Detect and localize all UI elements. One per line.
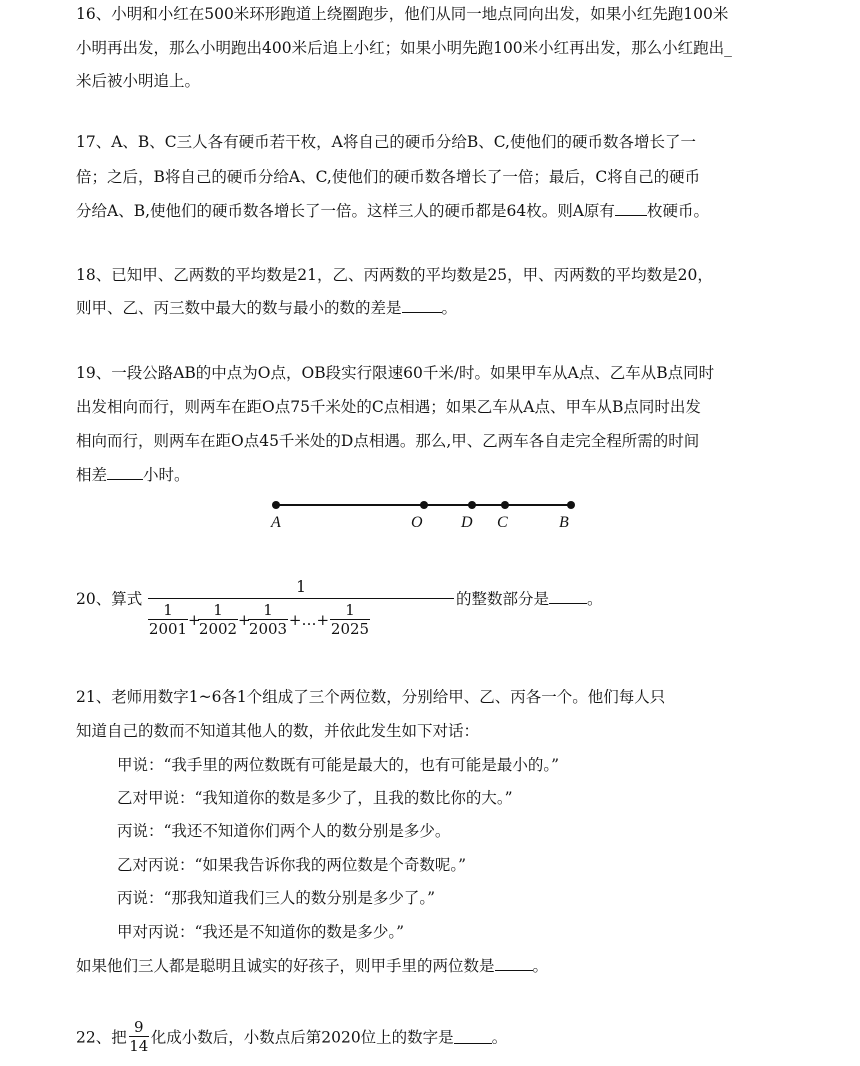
number-line-diagram bbox=[260, 494, 590, 534]
point-o-dot bbox=[420, 501, 428, 509]
point-b-label: B bbox=[559, 514, 569, 531]
answer-blank bbox=[615, 201, 647, 216]
answer-blank bbox=[107, 465, 143, 480]
point-a-dot bbox=[272, 501, 280, 509]
fraction-numerator: 1 bbox=[213, 601, 223, 619]
point-b-dot bbox=[567, 501, 575, 509]
q21-line-1: 21、老师用数字1~6各1个组成了三个两位数，分别给甲、乙、丙各一个。他们每人只 bbox=[76, 688, 666, 706]
q21-text-a: 如果他们三人都是聪明且诚实的好孩子，则甲手里的两位数是 bbox=[76, 957, 495, 975]
q19-line-1: 19、一段公路AB的中点为O点，OB段实行限速60千米/时。如果甲车从A点、乙车从B点同时 bbox=[76, 364, 715, 382]
q22-text-a: 化成小数后，小数点后第2020位上的数字是 bbox=[150, 1028, 454, 1047]
q18-text-b: 。 bbox=[441, 299, 458, 317]
fraction-numerator: 1 bbox=[163, 601, 173, 619]
compound-numerator: 1 bbox=[296, 578, 306, 596]
fraction-denominator: 2025 bbox=[330, 620, 370, 638]
q22-lead: 22、把 bbox=[76, 1028, 127, 1047]
q20-tail bbox=[456, 587, 603, 609]
q20-lead: 20、算式 bbox=[76, 590, 143, 608]
unit-fraction bbox=[248, 601, 288, 638]
fraction-denominator: 2001 bbox=[148, 620, 188, 638]
fraction-denominator: 2003 bbox=[248, 620, 288, 638]
answer-blank bbox=[549, 589, 587, 604]
q21-line-3 bbox=[76, 956, 548, 976]
q18-text-a: 则甲、乙、丙三数中最大的数与最小的数的差是 bbox=[76, 299, 402, 317]
q18-line-2 bbox=[76, 298, 457, 318]
q21-dialogue-5: 丙说：“那我知道我们三人的数分别是多少了。” bbox=[117, 889, 436, 907]
point-a-label: A bbox=[271, 514, 281, 531]
q19-text-a: 相差 bbox=[76, 466, 108, 484]
fraction-bar bbox=[148, 598, 454, 599]
fraction-9-14 bbox=[129, 1018, 149, 1055]
point-o-label: O bbox=[411, 514, 423, 531]
unit-fraction bbox=[330, 601, 370, 638]
q19-line-3: 相向而行，则两车在距O点45千米处的D点相遇。那么,甲、乙两车各自走完全程所需的时间 bbox=[76, 432, 700, 450]
q17-line-3 bbox=[76, 201, 709, 221]
q18-line-1: 18、已知甲、乙两数的平均数是21，乙、丙两数的平均数是25，甲、丙两数的平均数是20， bbox=[76, 266, 713, 284]
q19-line-4 bbox=[76, 465, 190, 485]
q22-text-b: 。 bbox=[491, 1028, 508, 1047]
q21-dialogue-4: 乙对丙说：“如果我告诉你我的两位数是个奇数呢。” bbox=[117, 856, 467, 874]
point-d-label: D bbox=[461, 514, 473, 531]
point-c-label: C bbox=[497, 514, 508, 531]
q21-dialogue-6: 甲对丙说：“我还是不知道你的数是多少。” bbox=[117, 923, 405, 941]
point-c-dot bbox=[501, 501, 509, 509]
q20-text-a: 的整数部分是 bbox=[456, 590, 550, 608]
q19-line-2: 出发相向而行，则两车在距O点75千米处的C点相遇；如果乙车从A点、甲车从B点同时出发 bbox=[76, 398, 701, 416]
q17-line-2: 倍；之后，B将自己的硬币分给A、C,使他们的硬币数各增长了一倍；最后，C将自己的硬币 bbox=[76, 168, 701, 186]
plus-sign: + bbox=[238, 610, 251, 629]
q16-line-1: 16、小明和小红在500米环形跑道上绕圈跑步，他们从同一地点同向出发，如果小红先跑100米 bbox=[76, 5, 729, 23]
q16-line-2: 小明再出发，那么小明跑出400米后追上小红；如果小明先跑100米小红再出发，那么小红跑出_ bbox=[76, 39, 732, 57]
q21-line-2: 知道自己的数而不知道其他人的数，并依此发生如下对话： bbox=[76, 722, 480, 740]
unit-fraction bbox=[198, 601, 238, 638]
q21-dialogue-3: 丙说：“我还不知道你们两个人的数分别是多少。 bbox=[117, 822, 451, 840]
q20-text-b: 。 bbox=[587, 590, 603, 608]
q21-dialogue-1: 甲说：“我手里的两位数既有可能是最大的，也有可能是最小的。” bbox=[117, 756, 560, 774]
fraction-numerator: 1 bbox=[345, 601, 355, 619]
fraction-denominator: 2002 bbox=[198, 620, 238, 638]
q16-line-3: 米后被小明追上。 bbox=[76, 72, 201, 90]
ellipsis-sum: +…+ bbox=[288, 610, 330, 629]
point-d-dot bbox=[468, 501, 476, 509]
unit-fraction bbox=[148, 601, 188, 638]
q21-text-b: 。 bbox=[532, 957, 549, 975]
answer-blank bbox=[454, 1029, 492, 1044]
q19-text-b: 小时。 bbox=[143, 466, 190, 484]
q21-dialogue-2: 乙对甲说：“我知道你的数是多少了，且我的数比你的大。” bbox=[117, 789, 513, 807]
answer-blank bbox=[495, 956, 533, 971]
q17-text-a: 分给A、B,使他们的硬币数各增长了一倍。这样三人的硬币都是64枚。则A原有 bbox=[76, 202, 615, 220]
plus-sign: + bbox=[188, 610, 201, 629]
compound-denominator bbox=[148, 601, 370, 638]
answer-blank bbox=[402, 298, 442, 313]
q22-line bbox=[76, 1018, 507, 1066]
fraction-denominator: 14 bbox=[129, 1037, 149, 1055]
fraction-numerator: 1 bbox=[263, 601, 273, 619]
q17-text-b: 枚硬币。 bbox=[646, 202, 709, 220]
q17-line-1: 17、A、B、C三人各有硬币若干枚，A将自己的硬币分给B、C,使他们的硬币数各增长了一 bbox=[76, 133, 696, 151]
fraction-numerator: 9 bbox=[133, 1018, 144, 1036]
